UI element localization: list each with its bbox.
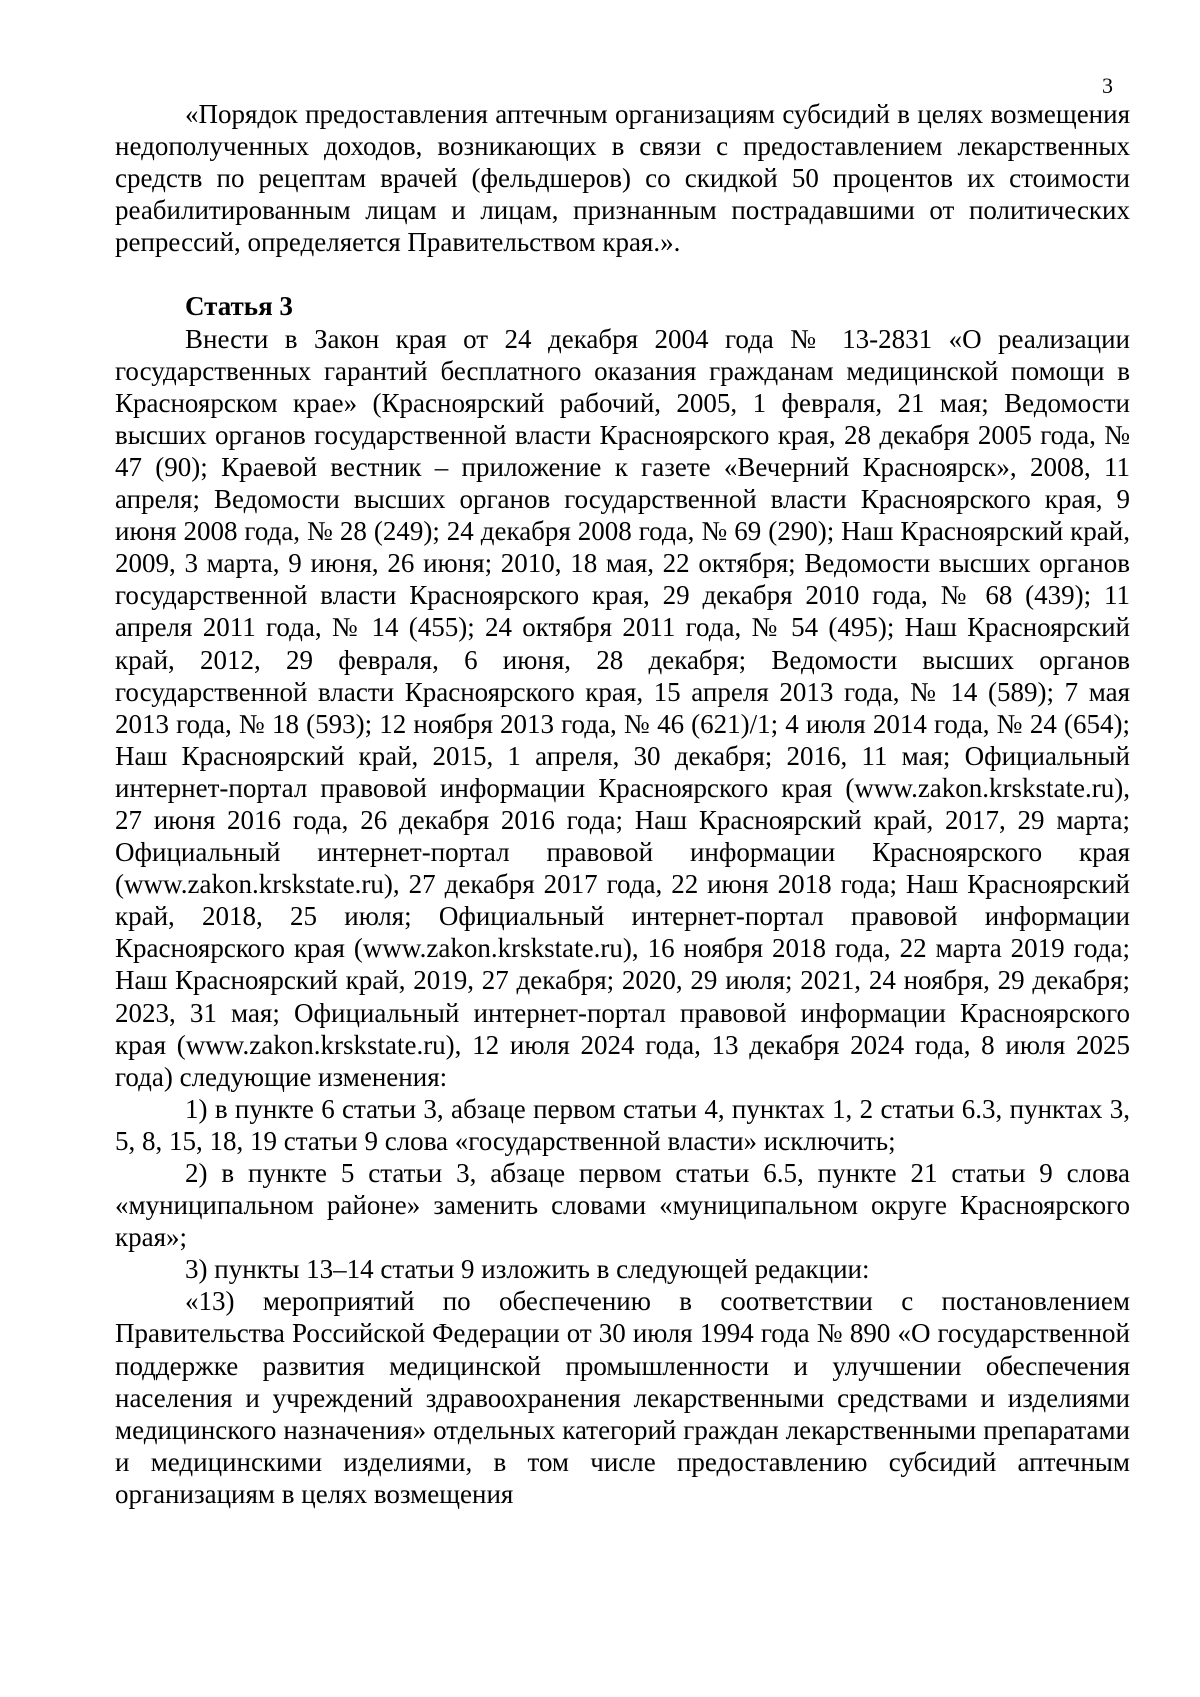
article-heading: Статья 3 xyxy=(185,291,293,322)
paragraph-subsidy-order: «Порядок предоставления аптечным организациям субсидий в целях возмещения недополученных доходов, возникающих в связи с предоставлением лекарственных средств по рецептам врачей (фельдшеров) со скидкой 50 процентов их стоимости реабилитированным лицам и лицам, признанным пострадавшими от политических репрессий, определяется Правительством края.». xyxy=(115,99,1130,258)
page-number: 3 xyxy=(1102,73,1113,98)
list-item-3: 3) пункты 13–14 статьи 9 изложить в следующей редакции: xyxy=(185,1254,870,1285)
list-item-1: 1) в пункте 6 статьи 3, абзаце первом статьи 4, пунктах 1, 2 статьи 6.3, пунктах 3, 5, 8, 15, 18, 19 статьи 9 слова «государственной власти» исключить; xyxy=(115,1093,1130,1156)
paragraph-amendments-intro: Внести в Закон края от 24 декабря 2004 года № 13-2831 «О реализации государственных гарантий бесплатного оказания гражданам медицинской помощи в Красноярском крае» (Красноярский рабочий, 2005, 1 февраля, 21 мая; Ведомости высших органов государственной власти Красноярского края, 28 декабря 2005 года, № 47 (90); Краевой вестник – приложение к газете «Вечерний Красноярск», 2008, 11 апреля; Ведомости высших органов государственной власти Красноярского края, 9 июня 2008 года, № 28 (249); 24 декабря 2008 года, № 69 (290); Наш Красноярский край, 2009, 3 марта, 9 июня, 26 июня; 2010, 18 мая, 22 октября; Ведомости высших органов государственной власти Красноярского края, 29 декабря 2010 года, № 68 (439); 11 апреля 2011 года, № 14 (455); 24 октября 2011 года, № 54 (495); Наш Красноярский край, 2012, 29 февраля, 6 июня, 28 декабря; Ведомости высших органов государственной власти Красноярского края, 15 апреля 2013 года, № 14 (589); 7 мая 2013 года, № 18 (593); 12 ноября 2013 года, № 46 (621)/1; 4 июля 2014 года, № 24 (654); Наш Красноярский край, 2015, 1 апреля, 30 декабря; 2016, 11 мая; Официальный интернет-портал правовой информации Красноярского края (www.zakon.krskstate.ru), 27 июня 2016 года, 26 декабря 2016 года; Наш Красноярский край, 2017, 29 марта; Официальный интернет-портал правовой информации Красноярского края (www.zakon.krskstate.ru), 27 декабря 2017 года, 22 июня 2018 года; Наш Красноярский край, 2018, 25 июля; Официальный интернет-портал правовой информации Красноярского края (www.zakon.krskstate.ru), 16 ноября 2018 года, 22 марта 2019 года; Наш Красноярский край, 2019, 27 декабря; 2020, 29 июля; 2021, 24 ноября, 29 декабря; 2023, 31 мая; Официальный интернет-портал правовой информации Красноярского края (www.zakon.krskstate.ru), 12 июля 2024 года, 13 декабря 2024 года, 8 июля 2025 года) следующие изменения: xyxy=(115,323,1130,1092)
list-item-2: 2) в пункте 5 статьи 3, абзаце первом статьи 6.5, пункте 21 статьи 9 слова «муниципальном районе» заменить словами «муниципальном округе Красноярского края»; xyxy=(115,1158,1130,1253)
document-body xyxy=(115,98,1130,1510)
paragraph-item-13: «13) мероприятий по обеспечению в соответствии с постановлением Правительства Российской Федерации от 30 июля 1994 года № 890 «О государственной поддержке развития медицинской промышленности и улучшении обеспечения населения и учреждений здравоохранения лекарственными средствами и изделиями медицинского назначения» отдельных категорий граждан лекарственными препаратами и медицинскими изделиями, в том числе предоставлению субсидий аптечным организациям в целях возмещения xyxy=(115,1286,1130,1509)
